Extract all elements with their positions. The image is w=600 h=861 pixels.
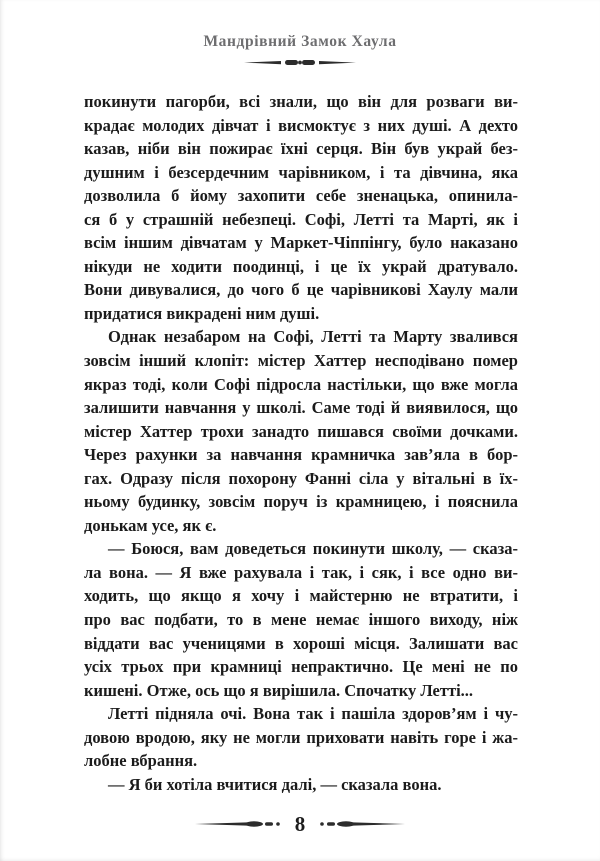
text-line: довою вродою, яку не могли приховати навіть горе і жа- [84, 727, 518, 747]
text-line: — Боюся, вам доведеться покинути школу, — сказа- [108, 539, 518, 559]
text-line: ла вона. — Я вже рахувала і так, і сяк, і все одно ви- [84, 562, 518, 582]
text-line: дозволила б йому захопити себе зненацька, опинила- [84, 186, 518, 206]
page-footer [0, 808, 600, 840]
text-line: всім іншим дівчатам у Маркет-Чіппінгу, було наказано [84, 233, 518, 253]
body-text [84, 90, 518, 796]
text-line: душним і безсердечним чарівником, і та дівчина, яка [84, 162, 518, 182]
text-line: про вас подбати, то в мене немає іншого виходу, ніж [84, 610, 518, 630]
text-line: віддати вас ученицями в хороші місця. Залишати вас [84, 633, 518, 653]
text-line: лобне вбрання. [84, 751, 198, 771]
text-line: — Я би хотіла вчитися далі, — сказала вона. [108, 774, 442, 794]
text-line: залишити навчання у школі. Саме тоді й виявилося, що [84, 398, 518, 418]
text-line: якраз тоді, коли Софі підросла настільки, що вже могла [84, 374, 518, 394]
text-line: крадає молодих дівчат і висмоктує з них душі. А дехто [84, 115, 518, 135]
text-line: гах. Одразу після похорону Фанні сіла у вітальні в їх- [84, 468, 518, 488]
running-header [0, 33, 600, 67]
page-number: 8 [294, 811, 306, 836]
text-line: казав, ніби він пожирає їхні серця. Він був украй без- [84, 139, 518, 159]
header-ornament-icon [244, 58, 356, 67]
text-line: зовсім інший клопіт: містер Хаттер несподівано помер [84, 351, 518, 371]
text-line: Однак незабаром на Софі, Летті та Марту звалився [108, 327, 518, 347]
text-line: ходить, що якщо я хочу і майстерню не втратити, і [84, 586, 518, 606]
text-line: кишені. Отже, ось що я вирішила. Спочатку Летті... [84, 680, 474, 700]
text-line: ньому будинку, зовсім поруч із крамницею, і пояснила [84, 492, 518, 512]
text-line: усіх трьох при крамниці непрактично. Це мені не по [84, 657, 518, 677]
text-line: Через рахунки за навчання крамничка зав’яла в бор- [84, 445, 518, 465]
text-line: покинути пагорби, всі знали, що він для розваги ви- [84, 92, 518, 111]
text-line: донькам усе, як є. [84, 515, 217, 535]
text-line: ся б у страшній небезпеці. Софі, Летті та Марті, як і [84, 209, 518, 229]
text-line: Летті підняла очі. Вона так і пашіла здоров’ям і чу- [108, 704, 518, 724]
footer-ornament-right-icon [319, 819, 405, 829]
text-line: Вони дивувалися, до чого б це чарівникові Хаулу мали [84, 280, 518, 300]
text-line: придатися викрадені ним душі. [84, 303, 320, 323]
text-line: містер Хаттер трохи занадто пишався своїми дочками. [84, 421, 518, 441]
page-title: Мандрівний Замок Хаула [203, 33, 397, 50]
footer-ornament-left-icon [195, 819, 281, 829]
text-line: нікуди не ходити поодинці, і це їх украй дратувало. [84, 256, 518, 276]
